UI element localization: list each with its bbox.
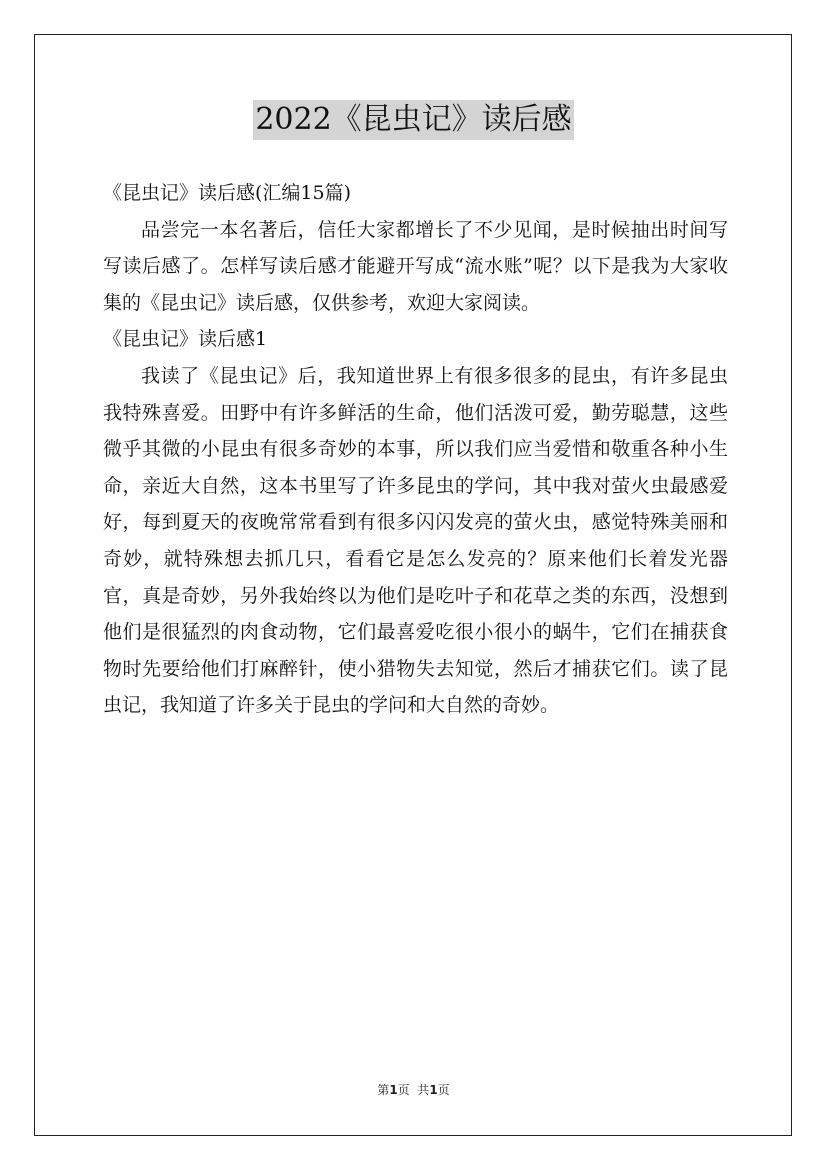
document-body	[103, 175, 728, 724]
section-paragraph: 我读了《昆虫记》后，我知道世界上有很多很多的昆虫，有许多昆虫我特殊喜爱。田野中有许多鲜活的生命，他们活泼可爱，勤劳聪慧，这些微乎其微的小昆虫有很多奇妙的本事，所以我们应当爱惜和敬重各种小生命，亲近大自然，这本书里写了许多昆虫的学问，其中我对萤火虫最感爱好，每到夏天的夜晚常常看到有很多闪闪发亮的萤火虫，感觉特殊美丽和奇妙，就特殊想去抓几只，看看它是怎么发亮的？原来他们长着发光器官，真是奇妙，另外我始终以为他们是吃叶子和花草之类的东西，没想到他们是很猛烈的肉食动物，它们最喜爱吃很小很小的蜗牛，它们在捕获食物时先要给他们打麻醉针，使小猎物失去知觉，然后才捕获它们。读了昆虫记，我知道了许多关于昆虫的学问和大自然的奇妙。	[103, 364, 728, 717]
footer-page-suffix: 页	[437, 1083, 450, 1097]
footer-page-current: 1	[389, 1083, 398, 1097]
footer-page-prefix: 第	[377, 1083, 390, 1097]
section-title: 《昆虫记》读后感1	[103, 328, 268, 351]
page-footer	[0, 1082, 827, 1098]
document-title-container	[0, 100, 827, 140]
document-title: 2022《昆虫记》读后感	[253, 100, 573, 140]
footer-page-mid: 页 共	[397, 1083, 430, 1097]
intro-paragraph: 品尝完一本名著后，信任大家都增长了不少见闻，是时候抽出时间写写读后感了。怎样写读后感才能避开写成“流水账”呢？以下是我为大家收集的《昆虫记》读后感，仅供参考，欢迎大家阅读。	[103, 218, 728, 314]
document-subtitle: 《昆虫记》读后感(汇编15篇)	[103, 182, 352, 204]
footer-page-total: 1	[429, 1083, 438, 1097]
